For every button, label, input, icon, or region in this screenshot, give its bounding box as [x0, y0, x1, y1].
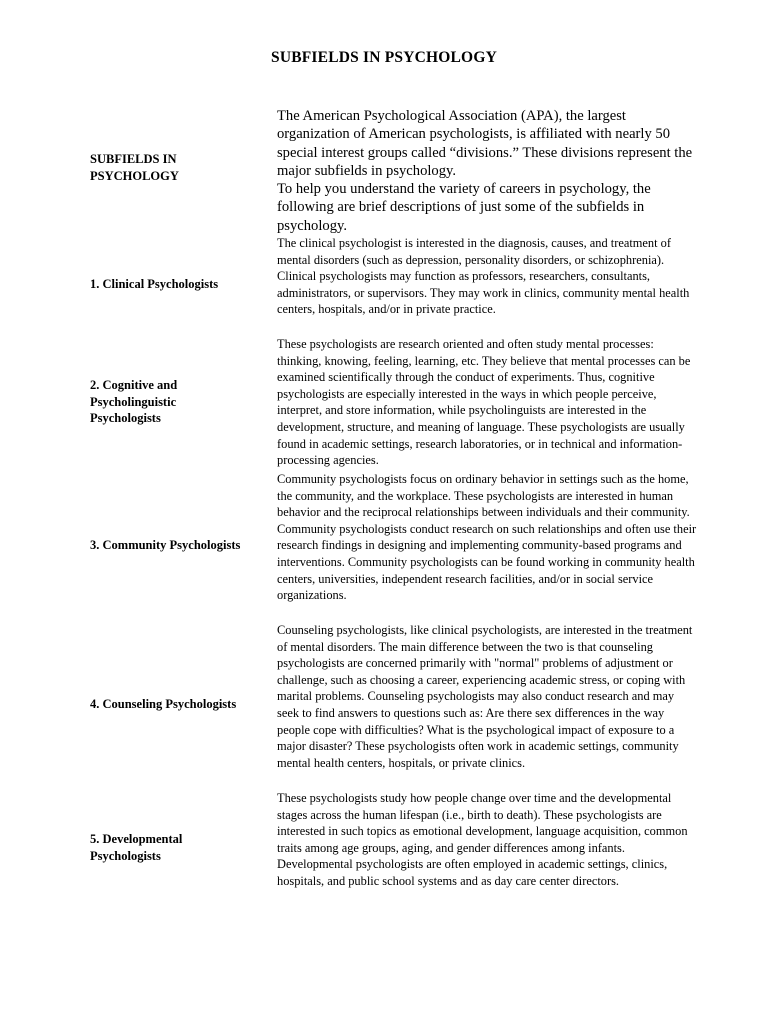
section-text-community: Community psychologists focus on ordinary behavior in settings such as the home, the community, and the workplace. These psychologists are interested in human behavior and the reciprocal relationships between individuals and their community. Community psychologists conduct research on such relationships and often use their research findings in designing and implementing community-based programs and interventions. Community psychologists can be found working in community health centers, universities, independent research facilities, and/or in social service organizations.	[277, 472, 697, 603]
intro-heading: SUBFIELDS IN PSYCHOLOGY	[90, 152, 179, 183]
section-label-cognitive: 2. Cognitive and Psycholinguistic Psychologists	[90, 378, 178, 425]
intro-text	[277, 107, 697, 235]
section-text-clinical: The clinical psychologist is interested in the diagnosis, causes, and treatment of mental disorders (such as depression, personality disorders, or schizophrenia). Clinical psychologists may function as professors, researchers, consultants, administrators, or supervisors. They may work in clinics, community mental health centers, hospitals, and/or in private practice.	[277, 236, 690, 317]
section-text-cognitive: These psychologists are research oriented and often study mental processes: thinking, knowing, feeling, learning, etc. They believe that mental processes can be examined scientifically through the conduct of experiments. Thus, cognitive psychologists are especially interested in the ways in which people perceive, interpret, and store information, while psycholinguists are interested in the development, structure, and meaning of language. These psychologists are usually found in academic settings, research laboratories, or in technical and information-processing agencies.	[277, 337, 691, 468]
section-label-developmental: 5. Developmental Psychologists	[90, 832, 183, 863]
section-label-community: 3. Community Psychologists	[90, 538, 241, 552]
section-text-developmental: These psychologists study how people change over time and the developmental stages across the human lifespan (i.e., birth to death). These psychologists are interested in such topics as emotional development, language acquisition, common traits among age groups, aging, and gender differences among infants. Developmental psychologists are often employed in academic settings, clinics, hospitals, and public school systems and as day care center directors.	[277, 791, 688, 888]
section-text-counseling: Counseling psychologists, like clinical psychologists, are interested in the treatment of mental disorders. The main difference between the two is that counseling psychologists are concerned primarily with "normal" problems of adjustment or challenge, such as choosing a career, experiencing academic stress, or coping with marital problems. Counseling psychologists may also conduct research and may seek to find answers to questions such as: Are there sex differences in the way people cope with difficulties? What is the psychological impact of exposure to a major disaster? These psychologists often work in academic settings, community mental health centers, hospitals, or private clinics.	[277, 623, 693, 770]
intro-paragraph: To help you understand the variety of careers in psychology, the following are brief descriptions of just some of the subfields in psychology.	[277, 181, 651, 234]
section-label-clinical: 1. Clinical Psychologists	[90, 277, 219, 291]
page-title: SUBFIELDS IN PSYCHOLOGY	[271, 49, 497, 66]
section-label-counseling: 4. Counseling Psychologists	[90, 697, 237, 711]
intro-paragraph: The American Psychological Association (APA), the largest organization of American psychologists, is affiliated with nearly 50 special interest groups called “divisions.” These divisions represent the major subfields in psychology.	[277, 108, 693, 179]
